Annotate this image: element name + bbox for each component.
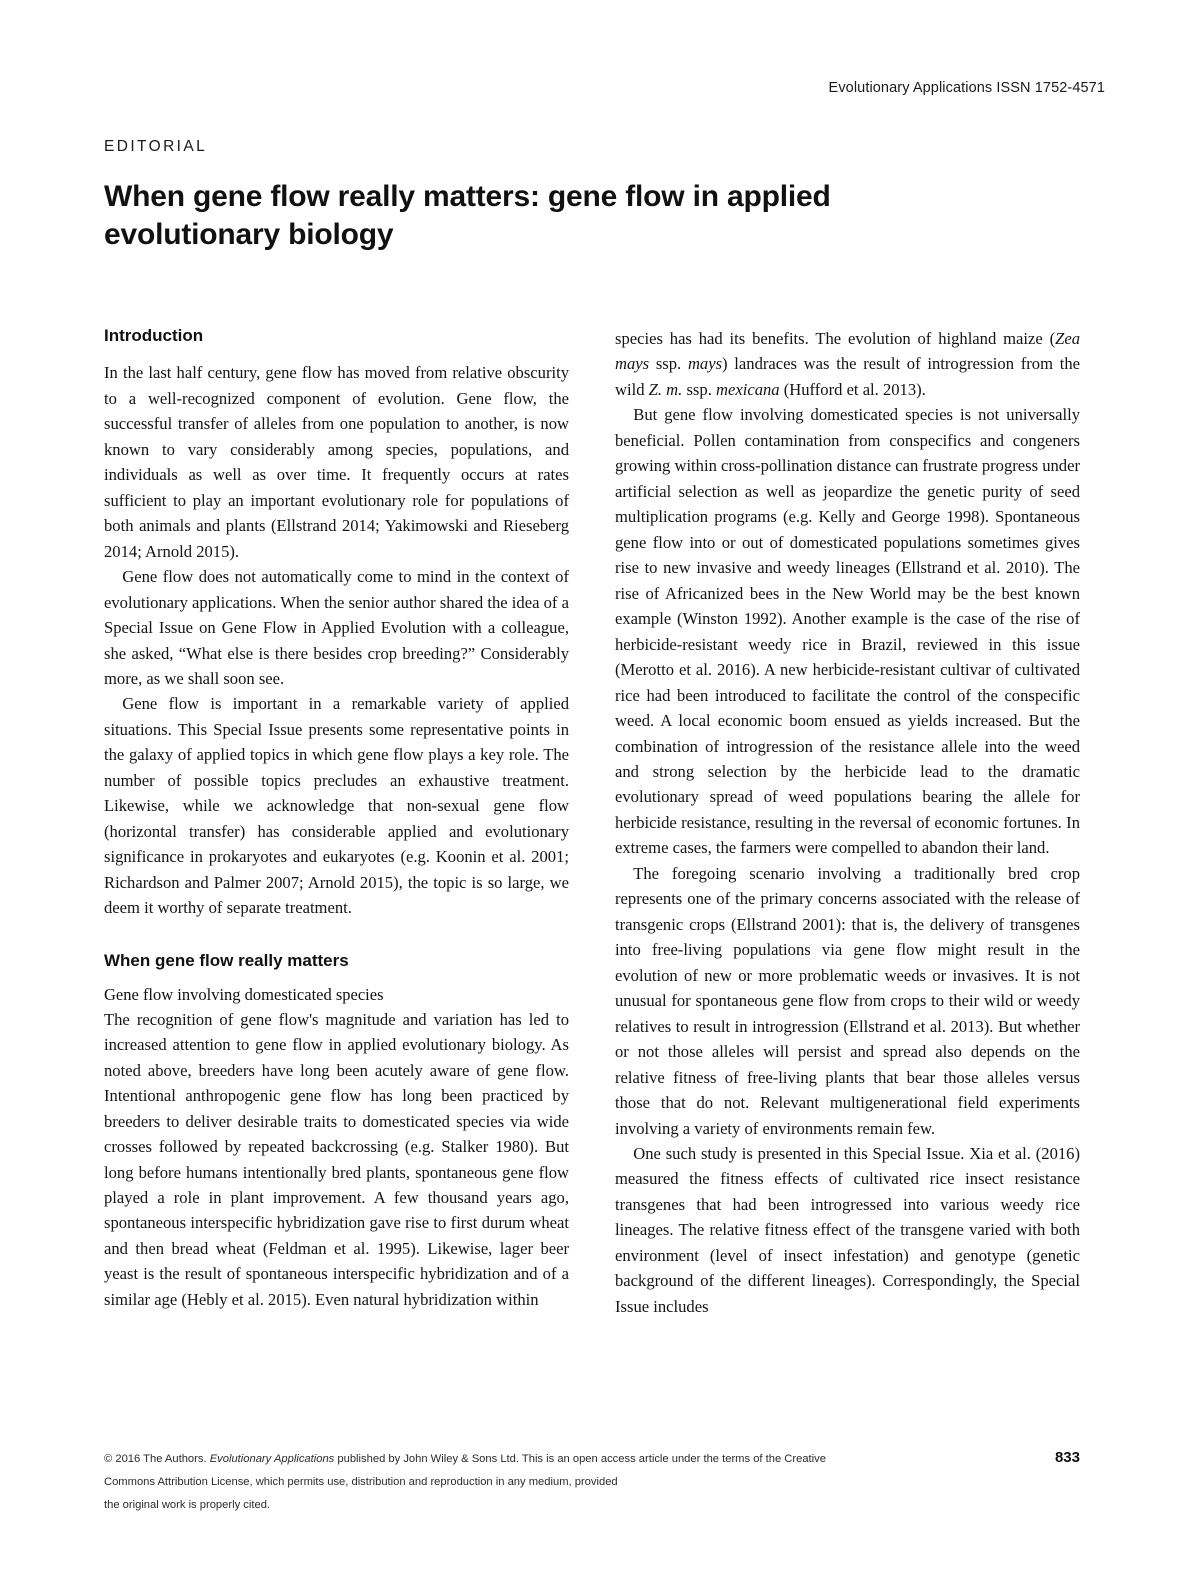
paragraph: In the last half century, gene flow has moved from relative obscurity to a well-recognized component of evolution. Gene flow, the successful transfer of alleles from one population to another, is now known to vary considerably among species, populations, and individuals as well as over time. It frequently occurs at rates sufficient to play an important evolutionary role for populations of both animals and plants (Ellstrand 2014; Yakimowski and Rieseberg 2014; Arnold 2015).	[104, 363, 569, 561]
species-name-italic: mexicana	[716, 379, 780, 399]
species-name-italic: mays	[687, 354, 723, 374]
species-name-italic: Z. m.	[648, 379, 683, 399]
paragraph-text: species has had its benefits. The evolution of highland maize (	[615, 329, 1056, 348]
paragraph-text: (Hufford et al. 2013).	[779, 379, 926, 399]
species-name-italic: Zea mays	[615, 329, 1080, 374]
footer-line: the original work is properly cited.	[104, 1498, 271, 1511]
paragraph: The foregoing scenario involving a traditionally bred crop represents one of the primary concerns associated with the release of transgenic crops (Ellstrand 2001): that is, the delivery of transgenes into free-living populations via gene flow might result in the evolution of new or more problematic weeds or invasives. It is not unusual for spontaneous gene flow from crops to their wild or weedy relatives to result in introgression (Ellstrand et al. 2013). But whether or not those alleles will persist and spread also depends on the relative fitness of free-living plants that bear those alleles versus those that do not. Relevant multigenerational field experiments involving a variety of environments remain few.	[615, 863, 1080, 1138]
page-footer	[104, 1448, 1080, 1517]
paragraph: But gene flow involving domesticated species is not universally beneficial. Pollen contamination from conspecifics and congeners growing within cross-pollination distance can frustrate progress under artificial selection as well as jeopardize the genetic purity of seed multiplication programs (e.g. Kelly and George 1998). Spontaneous gene flow into or out of domesticated populations sometimes gives rise to new invasive and weedy lineages (Ellstrand et al. 2010). The rise of Africanized bees in the New World may be the best known example (Winston 1992). Another example is the case of the rise of herbicide-resistant weedy rice in Brazil, reviewed in this issue (Merotto et al. 2016). A new herbicide-resistant cultivar of cultivated rice had been introduced to facilitate the control of the conspecific weed. A local economic boom ensued as yields increased. But the combination of introgression of the resistance allele into the weed and strong selection by the herbicide lead to the dramatic evolutionary spread of weed populations bearing the allele for herbicide resistance, resulting in the reversal of economic fortunes. In extreme cases, the farmers were compelled to abandon their land.	[615, 405, 1080, 858]
title-block	[104, 138, 984, 255]
paragraph: Gene flow is important in a remarkable variety of applied situations. This Special Issue presents some representative points in the galaxy of applied topics in which gene flow plays a key role. The number of possible topics precludes an exhaustive treatment. Likewise, while we acknowledge that non-sexual gene flow (horizontal transfer) has considerable applied and evolutionary significance in prokaryotes and eukaryotes (e.g. Koonin et al. 2001; Richardson and Palmer 2007; Arnold 2015), the topic is so large, we deem it worthy of separate treatment.	[104, 694, 569, 918]
column-left	[104, 326, 569, 1396]
footer-line: Commons Attribution License, which permits use, distribution and reproduction in any medium, provided	[104, 1475, 618, 1488]
paragraph: Gene flow does not automatically come to mind in the context of evolutionary applications. When the senior author shared the idea of a Special Issue on Gene Flow in Applied Evolution with a colleague, she asked, “What else is there besides crop breeding?” Considerably more, as we shall soon see.	[104, 567, 569, 689]
copyright-text: © 2016 The Authors.	[104, 1453, 210, 1465]
footer-line	[104, 1448, 964, 1471]
section-heading-introduction: Introduction	[104, 326, 204, 345]
paragraph-text: ssp.	[649, 354, 688, 374]
column-right	[615, 326, 1080, 1396]
paragraph-text: ) landraces was the result of introgression from the wild	[615, 354, 1080, 399]
paragraph-continued	[615, 326, 1080, 402]
article-type-kicker: EDITORIAL	[104, 138, 208, 155]
page-title: When gene flow really matters: gene flow in applied evolutionary biology	[104, 180, 831, 252]
copyright-license-notice	[104, 1448, 964, 1517]
section-heading-when-gene-flow-really-matters: When gene flow really matters	[104, 950, 349, 970]
journal-name-italic: Evolutionary Applications	[209, 1453, 335, 1465]
paragraph-text: ssp.	[682, 379, 716, 399]
license-text: published by John Wiley & Sons Ltd. This is an open access article under the terms of the Creative	[334, 1453, 826, 1465]
paragraph: One such study is presented in this Special Issue. Xia et al. (2016) measured the fitness effects of cultivated rice insect resistance transgenes that had been introgressed into various weedy rice lineages. The relative fitness effect of the transgene varied with both environment (level of insect infestation) and genotype (genetic background of the different lineages). Correspondingly, the Special Issue includes	[615, 1144, 1080, 1316]
page-number: 833	[1054, 1449, 1080, 1466]
subsection-heading-domesticated-species: Gene flow involving domesticated species	[104, 985, 384, 1005]
paragraph: The recognition of gene flow's magnitude and variation has led to increased attention to gene flow in applied evolutionary biology. As noted above, breeders have long been acutely aware of gene flow. Intentional anthropogenic gene flow has long been practiced by breeders to deliver desirable traits to domesticated species via wide crosses followed by repeated backcrossing (e.g. Stalker 1980). But long before humans intentionally bred plants, spontaneous gene flow played a role in plant improvement. A few thousand years ago, spontaneous interspecific hybridization gave rise to first durum wheat and then bread wheat (Feldman et al. 1995). Likewise, lager beer yeast is the result of spontaneous interspecific hybridization and of a similar age (Hebly et al. 2015). Even natural hybridization within	[104, 1009, 569, 1309]
journal-running-head: Evolutionary Applications ISSN 1752-4571	[828, 80, 1105, 96]
article-body	[104, 326, 1080, 1396]
